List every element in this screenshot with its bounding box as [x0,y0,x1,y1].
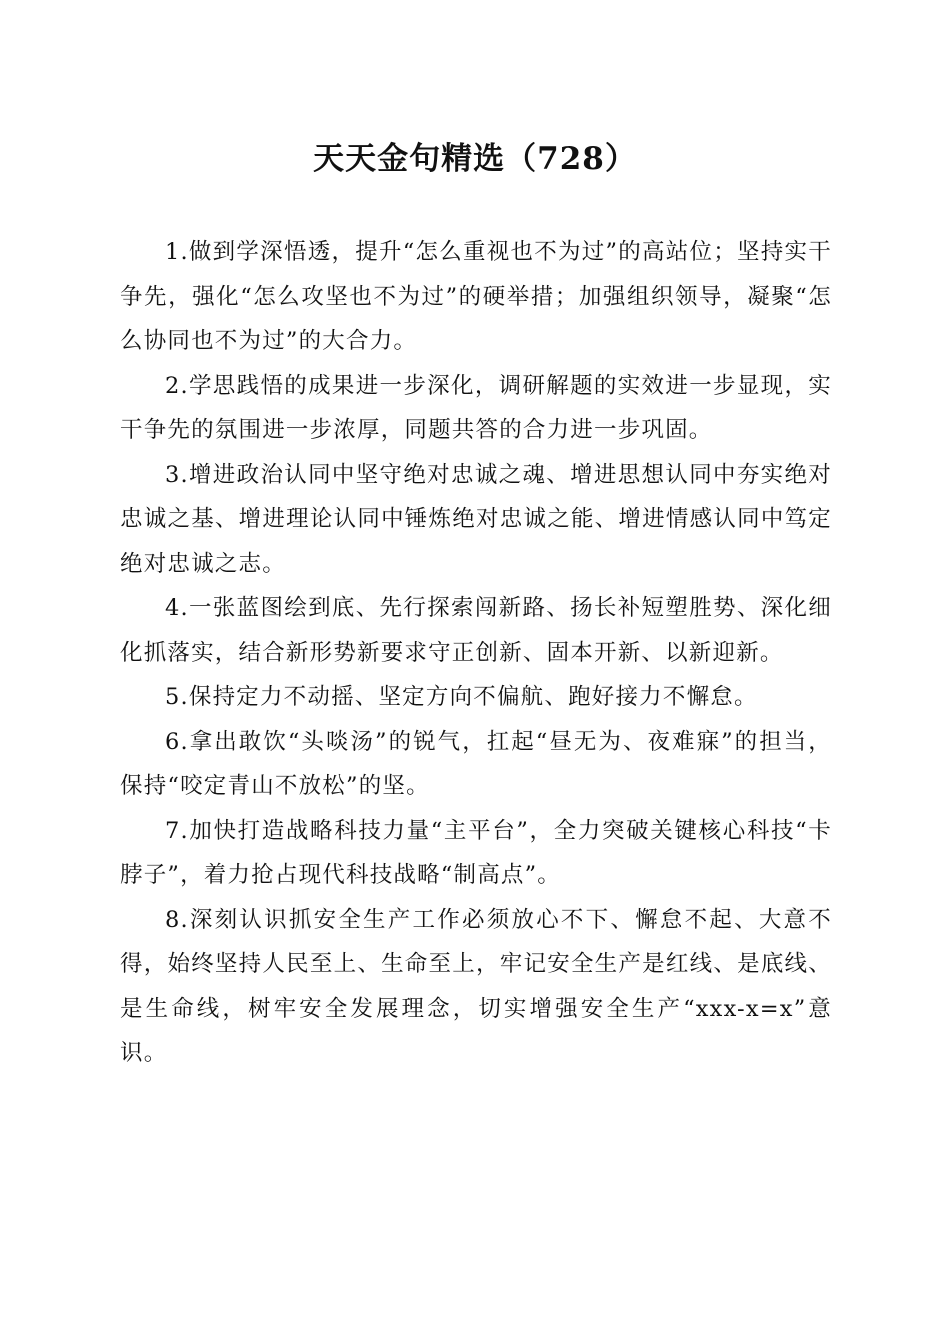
paragraph-4: 4.一张蓝图绘到底、先行探索闯新路、扬长补短塑胜势、深化细化抓落实，结合新形势新要求守正创新、固本开新、以新迎新。 [120,595,832,666]
paragraph-7: 7.加快打造战略科技力量“主平台”，全力突破关键核心科技“卡脖子”，着力抢占现代科技战略“制高点”。 [120,817,832,888]
paragraph-5: 5.保持定力不动摇、坚定方向不偏航、跑好接力不懈怠。 [165,684,758,710]
paragraph-8: 8.深刻认识抓安全生产工作必须放心不下、懈怠不起、大意不得，始终坚持人民至上、生命至上，牢记安全生产是红线、是底线、是生命线，树牢安全发展理念，切实增强安全生产“xxx-x=x”意识。 [120,906,832,1066]
paragraph-1: 1.做到学深悟透，提升“怎么重视也不为过”的高站位；坚持实干争先，强化“怎么攻坚也不为过”的硬举措；加强组织领导，凝聚“怎么协同也不为过”的大合力。 [120,239,832,354]
paragraph-2: 2.学思践悟的成果进一步深化，调研解题的实效进一步显现，实干争先的氛围进一步浓厚，同题共答的合力进一步巩固。 [120,372,832,443]
document-body [120,230,832,1076]
document-title: 天天金句精选（728） [313,141,637,177]
paragraph-6: 6.拿出敢饮“头啖汤”的锐气，扛起“昼无为、夜难寐”的担当，保持“咬定青山不放松”的坚。 [120,728,832,799]
paragraph-3: 3.增进政治认同中坚守绝对忠诚之魂、增进思想认同中夯实绝对忠诚之基、增进理论认同中锤炼绝对忠诚之能、增进情感认同中笃定绝对忠诚之志。 [120,461,832,577]
